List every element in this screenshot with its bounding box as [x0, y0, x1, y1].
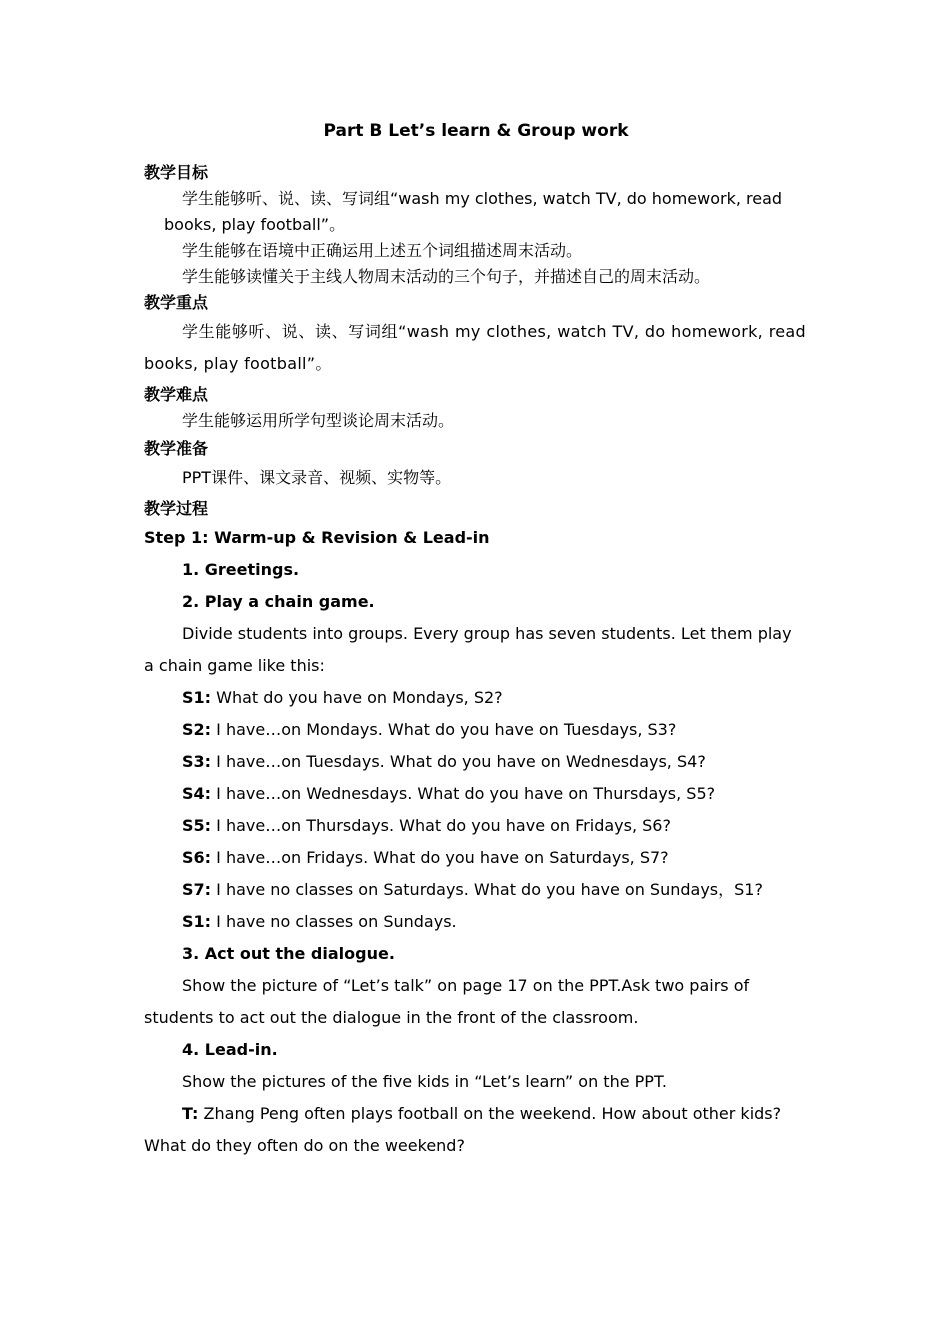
dialogue-line	[144, 810, 806, 842]
teacher-line	[144, 1098, 806, 1162]
speaker-label: S5:	[182, 816, 212, 835]
chain-game-item: 2. Play a chain game.	[182, 592, 375, 611]
lead-in-desc: Show the pictures of the five kids in “Let’s learn” on the PPT.	[182, 1072, 667, 1091]
speaker-label: T:	[182, 1104, 199, 1123]
difficulties-heading: 教学难点	[144, 385, 209, 404]
document-title: Part B Let’s learn & Group work	[323, 121, 629, 141]
keypoints-heading: 教学重点	[144, 293, 209, 312]
difficulties-text: 学生能够运用所学句型谈论周末活动。	[182, 411, 455, 430]
dialogue-line	[144, 714, 806, 746]
dialogue-text: I have no classes on Sundays.	[216, 912, 457, 931]
greetings-item: 1. Greetings.	[182, 560, 300, 579]
dialogue-text: What do you have on Mondays, S2?	[216, 688, 503, 707]
lesson-plan	[144, 118, 806, 1162]
step1-heading: Step 1: Warm-up & Revision & Lead-in	[144, 528, 490, 547]
speaker-label: S4:	[182, 784, 212, 803]
lead-in-item: 4. Lead-in.	[182, 1040, 278, 1059]
dialogue-line	[144, 874, 806, 906]
chain-game-desc: Divide students into groups. Every group has seven students. Let them play a chain game like this:	[144, 624, 792, 675]
speaker-label: S7:	[182, 880, 212, 899]
act-out-item: 3. Act out the dialogue.	[182, 944, 395, 963]
preparation-text: PPT课件、课文录音、视频、实物等。	[182, 468, 452, 487]
dialogue-line	[144, 842, 806, 874]
speaker-label: S1:	[182, 688, 212, 707]
objective-item: 学生能够在语境中正确运用上述五个词组描述周末活动。	[182, 241, 583, 260]
speaker-label: S2:	[182, 720, 212, 739]
dialogue-line	[144, 682, 806, 714]
dialogue-text: I have…on Tuesdays. What do you have on Wednesdays, S4?	[216, 752, 706, 771]
speaker-label: S3:	[182, 752, 212, 771]
speaker-label: S6:	[182, 848, 212, 867]
dialogue-text: I have…on Fridays. What do you have on Saturdays, S7?	[216, 848, 669, 867]
dialogue-text: I have…on Mondays. What do you have on Tuesdays, S3?	[216, 720, 677, 739]
dialogue-text: I have no classes on Saturdays. What do you have on Sundays，S1?	[216, 880, 763, 899]
dialogue-line	[144, 746, 806, 778]
dialogue-text: I have…on Wednesdays. What do you have on Thursdays, S5?	[216, 784, 716, 803]
dialogue-text: I have…on Thursdays. What do you have on Fridays, S6?	[216, 816, 671, 835]
act-out-desc: Show the picture of “Let’s talk” on page 17 on the PPT.Ask two pairs of students to act out the dialogue in the front of the classroom.	[144, 976, 750, 1027]
objective-item: 学生能够听、说、读、写词组“wash my clothes, watch TV, do homework, read books, play football”。	[164, 189, 783, 234]
objectives-heading: 教学目标	[144, 163, 209, 182]
objective-item: 学生能够读懂关于主线人物周末活动的三个句子，并描述自己的周末活动。	[182, 267, 711, 286]
teacher-text: Zhang Peng often plays football on the weekend. How about other kids? What do they often do on the weekend?	[144, 1104, 782, 1155]
dialogue-line	[144, 778, 806, 810]
speaker-label: S1:	[182, 912, 212, 931]
keypoints-text: 学生能够听、说、读、写词组“wash my clothes, watch TV, do homework, read books, play football”。	[144, 322, 806, 373]
preparation-heading: 教学准备	[144, 439, 209, 458]
dialogue-line	[144, 906, 806, 938]
process-heading: 教学过程	[144, 499, 209, 518]
